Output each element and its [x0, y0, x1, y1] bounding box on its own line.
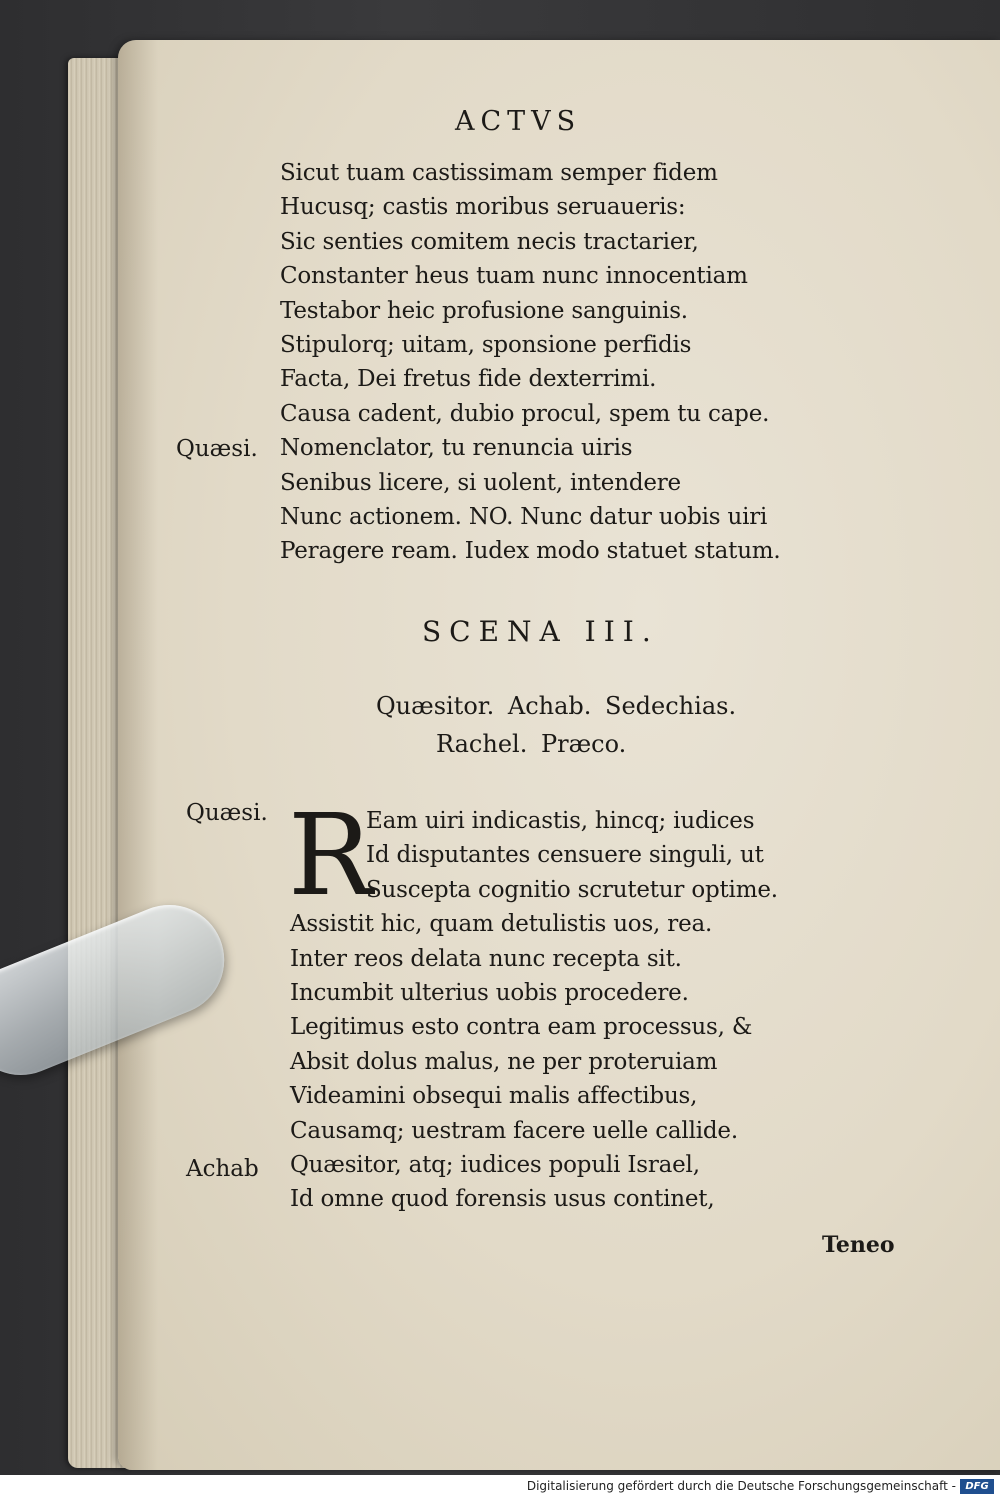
verse-line: Id omne quod forensis usus continet,: [290, 1186, 715, 1213]
verse-line: Testabor heic profusione sanguinis.: [280, 297, 688, 324]
verse-line: Suscepta cognitio scrutetur optime.: [366, 876, 778, 903]
verse-line: Causamq; uestram facere uelle callide.: [290, 1117, 738, 1144]
verse-line: Facta, Dei fretus fide dexterrimi.: [280, 366, 657, 393]
dramatis-personae-line-2: Rachel. Præco.: [436, 730, 627, 758]
verse-line: Eam uiri indicastis, hincq; iudices: [366, 808, 755, 834]
verse-line: Id disputantes censuere singuli, ut: [366, 842, 764, 869]
verse-line: Causa cadent, dubio procul, spem tu cape.: [280, 400, 770, 427]
verse-line: Hucusq; castis moribus seruaueris:: [280, 194, 686, 221]
verse-line: Incumbit ulterius uobis procedere.: [290, 979, 689, 1006]
funding-notice: Digitalisierung gefördert durch die Deutsche Forschungsgemeinschaft -: [526, 1479, 956, 1493]
speaker-label-quaesitor: Quæsi.: [176, 436, 258, 462]
verse-line: Nunc actionem. NO. Nunc datur uobis uiri: [280, 503, 768, 530]
verse-line: Quæsitor, atq; iudices populi Israel,: [290, 1151, 700, 1178]
verse-line: Stipulorq; uitam, sponsione perfidis: [280, 331, 692, 358]
running-header: ACTVS: [455, 106, 582, 137]
drop-capital: R: [288, 791, 373, 921]
verse-line: Constanter heus tuam nunc innocentiam: [280, 263, 748, 290]
verse-line: Videamini obsequi malis affectibus,: [290, 1083, 698, 1110]
dfg-logo: DFG: [960, 1479, 994, 1494]
verse-line: Peragere ream. Iudex modo statuet statum.: [280, 538, 781, 565]
verse-line: Sicut tuam castissimam semper fidem: [280, 160, 718, 186]
footer-bar: [0, 1475, 1000, 1499]
verse-block-2: [290, 804, 778, 1217]
speaker-label-achab: Achab: [186, 1156, 259, 1182]
verse-line: Absit dolus malus, ne per proteruiam: [290, 1048, 718, 1075]
verse-line: Legitimus esto contra eam processus, &: [290, 1014, 753, 1041]
speaker-label-quaesitor: Quæsi.: [186, 800, 268, 826]
verse-block-1: [280, 156, 781, 569]
verse-line: Sic senties comitem necis tractarier,: [280, 228, 699, 255]
verse-line: Inter reos delata nunc recepta sit.: [290, 945, 682, 972]
scene-title: SCENA III.: [422, 615, 659, 648]
catchword: Teneo: [822, 1232, 895, 1258]
verse-line: Nomenclator, tu renuncia uiris: [280, 435, 633, 462]
verse-line: Senibus licere, si uolent, intendere: [280, 469, 681, 496]
verse-line: Assistit hic, quam detulistis uos, rea.: [290, 911, 713, 938]
dramatis-personae-line-1: Quæsitor. Achab. Sedechias.: [376, 692, 737, 720]
